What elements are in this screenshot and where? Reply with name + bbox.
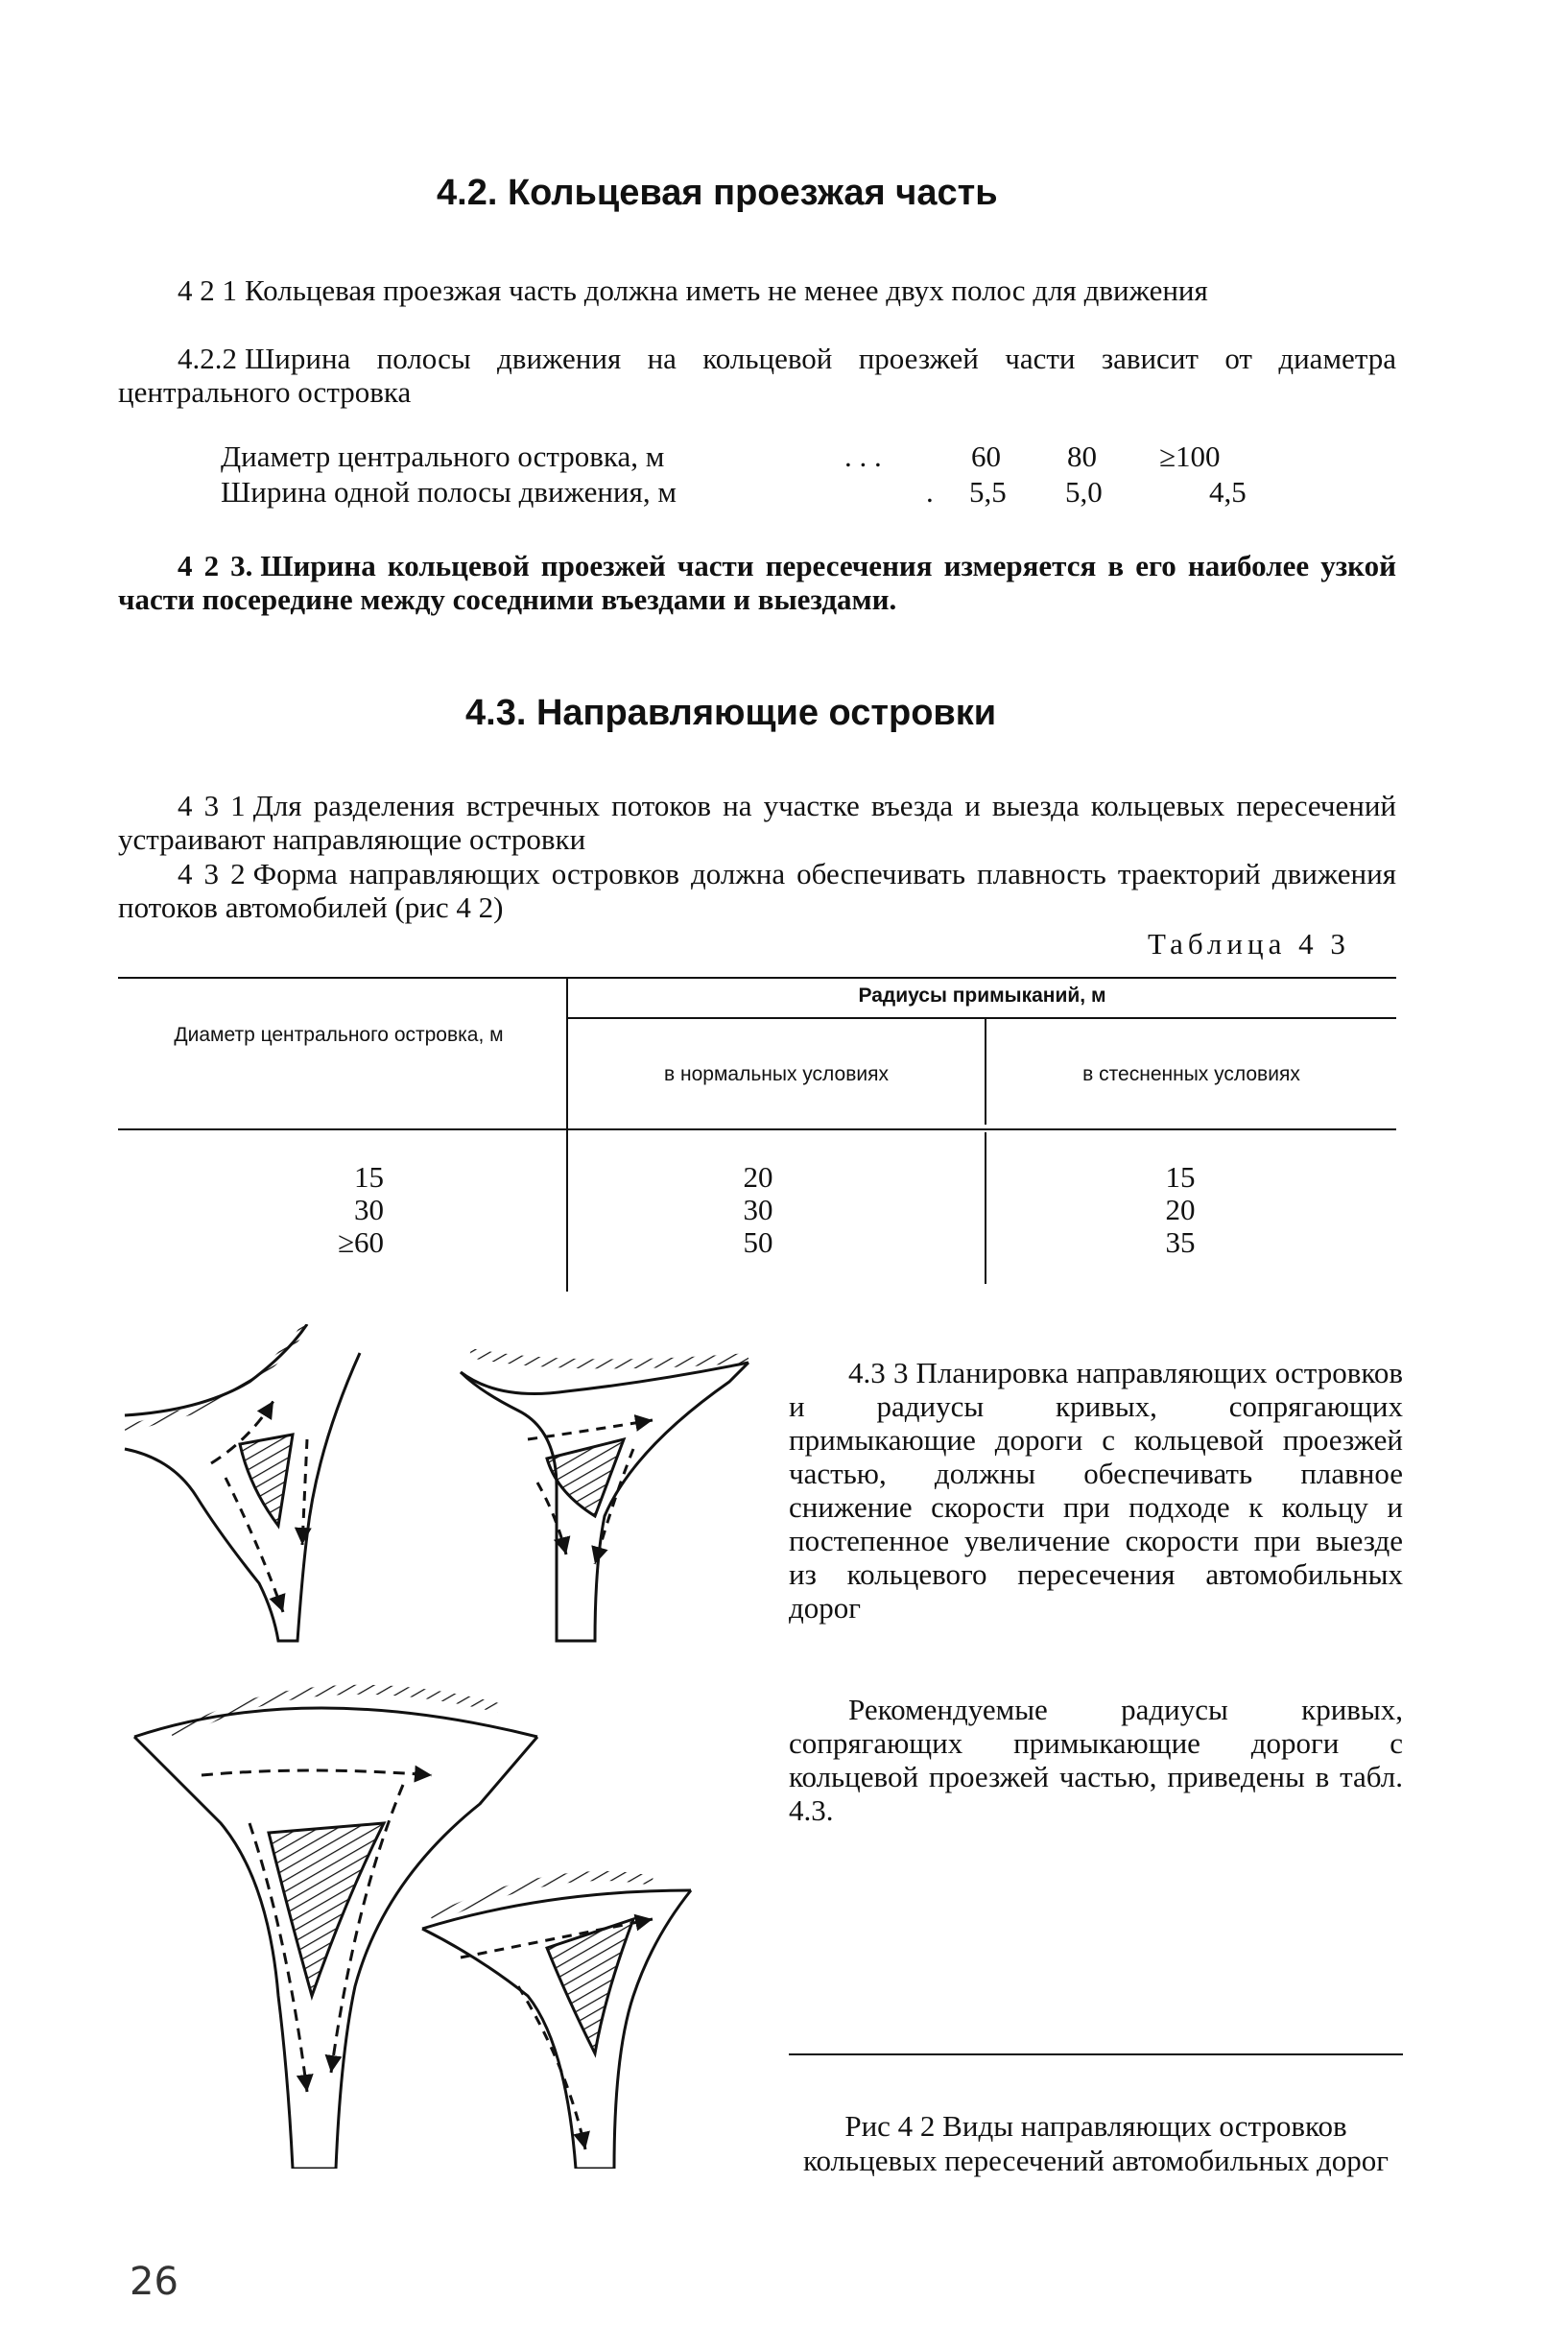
table-group-rule [568, 1017, 1396, 1019]
paragraph-number: 4 2 3. [178, 549, 253, 582]
diameter-value: 60 [971, 439, 1001, 473]
diameter-value: ≥100 [1159, 439, 1221, 473]
table-cell: 35 [1165, 1225, 1196, 1259]
table-cell: 30 [354, 1193, 384, 1226]
island-diagram-2 [461, 1353, 748, 1641]
table-group-header: Радиусы примыканий, м [858, 985, 1106, 1007]
table-header-bottom-rule [118, 1128, 1396, 1130]
table-col1-values [278, 1161, 384, 1259]
figure-caption: Рис 4 2 Виды направляющих островков кольцевых пересечений автомобильных дорог [802, 2109, 1390, 2177]
paragraph-4-3-2 [118, 857, 1396, 924]
lane-width-row-label: Ширина одной полосы движения, м [221, 475, 677, 509]
section-4-3-heading: 4.3. Направляющие островки [465, 693, 997, 733]
island-diagram-1 [125, 1324, 360, 1641]
island-diagram-3 [134, 1690, 537, 2169]
lane-width-value: 4,5 [1209, 475, 1247, 509]
table-cell: 20 [1165, 1193, 1196, 1226]
paragraph-text: Планировка направляющих островков и радиусы кривых, сопрягающих примыкающие дороги с кольцевой проезжей частью, должны обеспечивать плавное снижение скорости при подходе к кольцу и постепенное увеличение скорости при выезде из кольцевого пересечения автомобильных дорог [789, 1356, 1403, 1625]
paragraph-text: Ширина кольцевой проезжей части пересечения измеряется в его наиболее узкой части посередине между соседними въездами и выездами. [118, 549, 1397, 616]
paragraph-number: 4 2 1 [178, 273, 237, 307]
paragraph-text: Форма направляющих островков должна обеспечивать плавность траекторий движения потоков автомобилей (рис 4 2) [118, 857, 1397, 924]
guide-islands-drawing [115, 1324, 806, 2169]
table-col2-header: в нормальных условиях [664, 1063, 889, 1085]
lane-width-row-dots: . [926, 475, 934, 509]
table-col1-header: Диаметр центрального островка, м [174, 1024, 504, 1046]
paragraph-4-2-3 [118, 549, 1396, 616]
paragraph-4-2-2 [118, 342, 1396, 409]
table-cell: 20 [743, 1160, 773, 1194]
lane-width-value: 5,0 [1065, 475, 1103, 509]
paragraph-text: Ширина полосы движения на кольцевой проезжей части зависит от диаметра центрального островка [118, 342, 1396, 409]
table-cell: 30 [743, 1193, 773, 1226]
table-cell: ≥60 [337, 1225, 384, 1259]
diameter-value: 80 [1067, 439, 1097, 473]
paragraph-number: 4.2.2 [178, 342, 237, 375]
island-diagram-4 [422, 1876, 691, 2169]
diameter-row-dots: . . . [844, 439, 882, 473]
paragraph-4-3-3-b: Рекомендуемые радиусы кривых, сопрягающих примыкающие дороги с кольцевой проезжей частью, приведены в табл. 4.3. [789, 1693, 1403, 1827]
figure-guide-islands [115, 1324, 806, 2169]
table-col3-values [1132, 1161, 1228, 1259]
lane-width-value: 5,5 [969, 475, 1007, 509]
paragraph-number: 4.3 3 [848, 1356, 909, 1389]
diameter-row-label: Диаметр центрального островка, м [221, 439, 665, 473]
table-vertical-rule [566, 977, 568, 1292]
paragraph-number: 4 3 2 [178, 857, 246, 890]
paragraph-text: Для разделения встречных потоков на участке въезда и выезда кольцевых пересечений устраивают направляющие островки [118, 789, 1396, 856]
table-col2-values [710, 1161, 806, 1259]
table-label: Таблица 4 3 [1148, 927, 1350, 961]
table-cell: 15 [1165, 1160, 1196, 1194]
paragraph-4-2-1 [118, 273, 1396, 307]
paragraph-text: Кольцевая проезжая часть должна иметь не менее двух полос для движения [245, 273, 1208, 307]
paragraph-4-3-1 [118, 789, 1396, 856]
table-cell: 50 [743, 1225, 773, 1259]
table-col3-header: в стесненных условиях [1082, 1063, 1300, 1085]
table-cell: 15 [354, 1160, 384, 1194]
section-4-2-heading: 4.2. Кольцевая проезжая часть [437, 173, 998, 213]
paragraph-number: 4 3 1 [178, 789, 246, 822]
caption-rule [789, 2053, 1403, 2055]
page-number: 26 [130, 2260, 178, 2304]
paragraph-4-3-3 [789, 1356, 1403, 1625]
table-vertical-rule [985, 1132, 986, 1284]
